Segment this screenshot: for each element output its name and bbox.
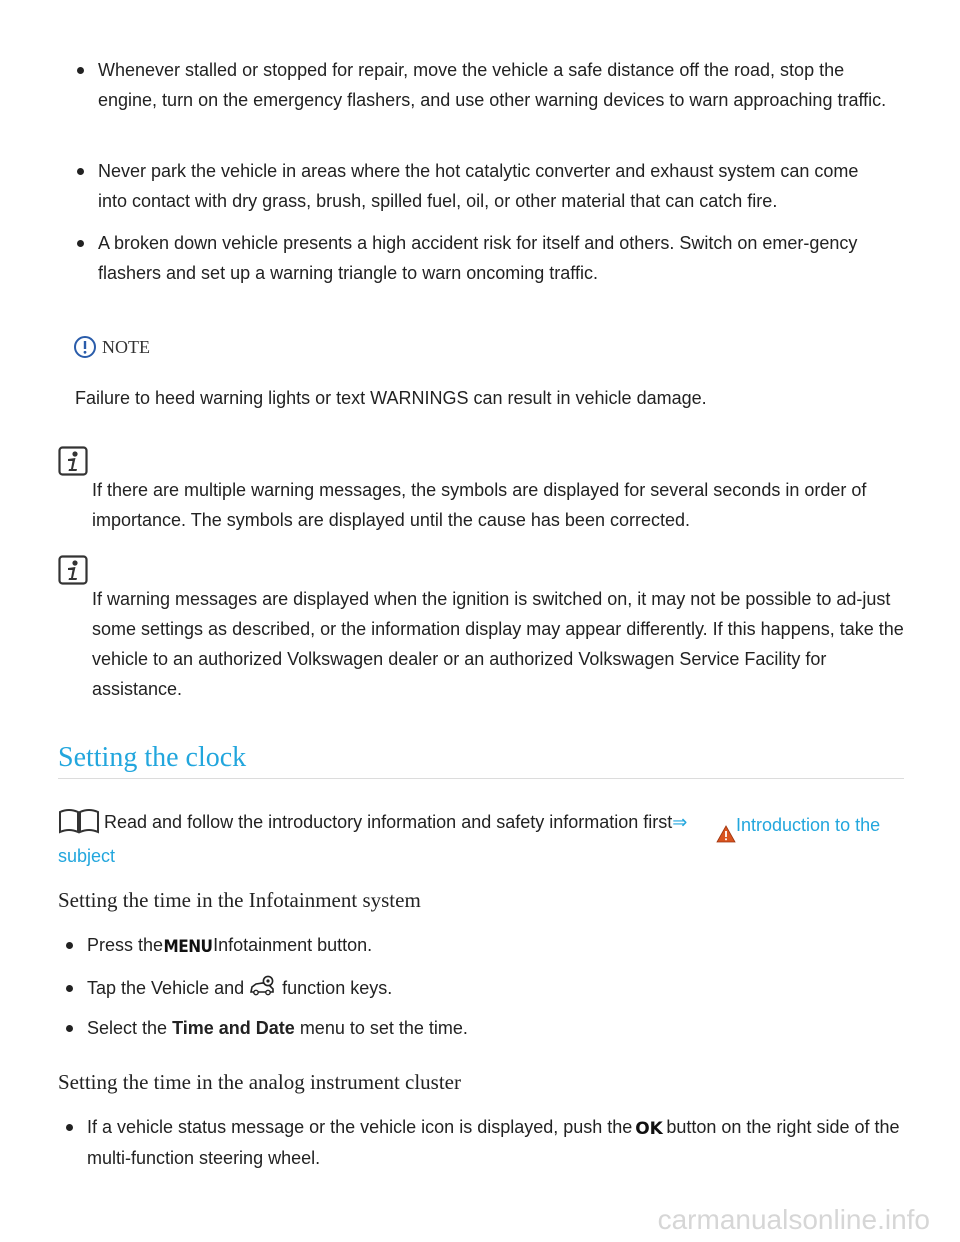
intro-text: Read and follow the introductory information and safety information first [104,812,673,832]
introduction-link[interactable]: Introduction to the subject [58,815,881,866]
info-note-text: If warning messages are displayed when the ignition is switched on, it may not be possible to ad-just some settings as described, or the information display may appear differently. If this happens, take the vehicle to an authorized Volkswagen dealer or an authorized Volkswagen Service Facility for assistance. [92,589,904,699]
list-item [87,930,372,960]
warning-bullet-text: Whenever stalled or stopped for repair, move the vehicle a safe distance off the road, stop the engine, turn on the emergency flashers, and use other warning devices to warn approaching traffic. [98,60,887,110]
ok-button-icon [635,1117,664,1139]
notice-exclamation-icon [73,335,97,359]
bullet-dot [66,942,73,949]
step-text: button on the right side of the multi-function steering wheel. [87,1117,900,1168]
car-settings-icon [249,974,277,998]
bullet-dot [66,985,73,992]
bullet-dot [66,1025,73,1032]
menu-button-icon [163,935,213,957]
bullet-dot [77,168,84,175]
section-divider [58,778,904,779]
watermark: carmanualsonline.info [657,1204,930,1235]
list-item [87,1112,912,1174]
step-text: If a vehicle status message or the vehicle icon is displayed, push the [87,1117,633,1137]
step-text: function keys. [282,978,393,998]
bullet-dot [66,1124,73,1131]
step-text: menu to set the time. [299,1018,468,1038]
bullet-dot [77,240,84,247]
step-text: Select the [87,1018,168,1038]
list-item [87,973,392,1003]
warning-bullet-text: A broken down vehicle presents a high accident risk for itself and others. Switch on emer-gency flashers and set up a warning triangle to warn oncoming traffic. [98,233,858,283]
menu-name: Time and Date [172,1018,295,1038]
list-item [98,228,858,288]
svg-text:OK: OK [635,1119,664,1139]
note-heading: NOTE [102,337,150,357]
section-title: Setting the clock [58,742,247,773]
subsection-title-analog: Setting the time in the analog instrument cluster [58,1070,461,1094]
warning-bullet-text: Never park the vehicle in areas where the hot catalytic converter and exhaust system can come into contact with dry grass, brush, spilled fuel, oil, or other material that can catch fire. [98,161,859,211]
svg-text:MENU: MENU [163,937,213,957]
list-item [87,1013,468,1043]
list-item [98,156,878,216]
step-text: Press the [87,935,164,955]
info-icon [58,446,88,476]
subsection-title-infotainment: Setting the time in the Infotainment system [58,888,421,912]
arrow-glyph: ⇒ [672,812,688,832]
bullet-dot [77,67,84,74]
list-item [98,55,898,115]
step-text: Infotainment button. [213,935,373,955]
note-text: Failure to heed warning lights or text WARNINGS can result in vehicle damage. [75,388,707,408]
step-text: Tap the Vehicle and [87,978,245,998]
info-icon [58,555,88,585]
info-note-text: If there are multiple warning messages, the symbols are displayed for several seconds in order of importance. The symbols are displayed until the cause has been corrected. [92,480,867,530]
